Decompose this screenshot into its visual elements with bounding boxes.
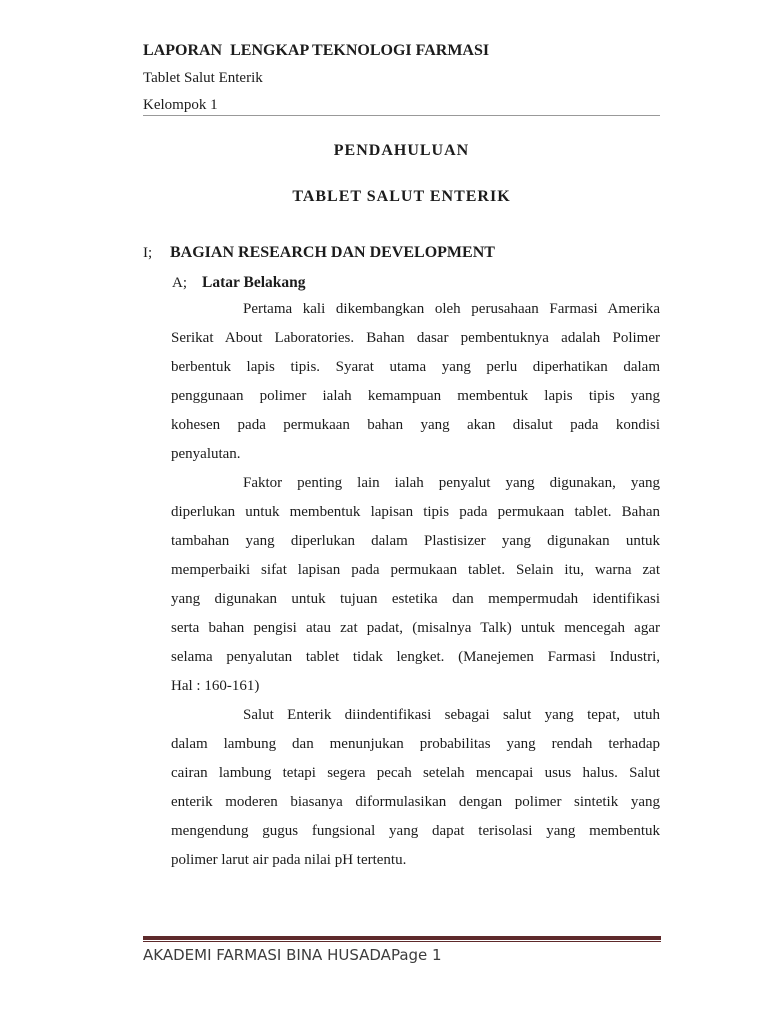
paragraph-line: Hal : 160-161) — [171, 678, 260, 694]
chapter-subheading: TABLET SALUT ENTERIK — [292, 188, 511, 205]
subsection-title: Latar Belakang — [202, 274, 306, 291]
paragraph-line: dalam lambung dan menunjukan probabilitas yang rendah terhadap — [171, 736, 660, 752]
footer-text — [143, 946, 661, 964]
footer-accent-bar — [143, 936, 661, 940]
footer-page-number: Page 1 — [390, 946, 442, 964]
document-title: LAPORAN LENGKAP TEKNOLOGI FARMASI — [143, 42, 490, 59]
paragraph-line: diperlukan untuk membentuk lapisan tipis pada permukaan tablet. Bahan — [171, 504, 660, 520]
document-header — [143, 42, 660, 116]
paragraph-line: Pertama kali dikembangkan oleh perusahaan Farmasi Amerika — [243, 301, 660, 317]
paragraph-line: serta bahan pengisi atau zat padat, (misalnya Talk) untuk mencegah agar — [171, 620, 660, 636]
paragraph-line: penggunaan polimer ialah kemampuan membentuk lapis tipis yang — [171, 388, 660, 404]
subsection-marker: A; — [172, 275, 187, 291]
paragraph-line: yang digunakan untuk tujuan estetika dan mempermudah identifikasi — [171, 591, 660, 607]
document-content — [143, 42, 660, 875]
paragraph-line: kohesen pada permukaan bahan yang akan disalut pada kondisi — [171, 417, 660, 433]
document-subtitle: Tablet Salut Enterik — [143, 70, 263, 86]
footer-institution: AKADEMI FARMASI BINA HUSADA — [143, 946, 391, 964]
paragraph-line: polimer larut air pada nilai pH tertentu. — [171, 852, 407, 868]
paragraph-line: enterik moderen biasanya diformulasikan dengan polimer sintetik yang — [171, 794, 660, 810]
section-marker: I; — [143, 245, 153, 261]
page-footer — [143, 936, 661, 964]
paragraph-line: penyalutan. — [171, 446, 241, 462]
paragraph-line: Salut Enterik diindentifikasi sebagai salut yang tepat, utuh — [243, 707, 660, 723]
paragraph-line: berbentuk lapis tipis. Syarat utama yang perlu diperhatikan dalam — [171, 359, 660, 375]
subsection-heading — [172, 273, 660, 293]
paragraph-line: cairan lambung tetapi segera pecah setelah mencapai usus halus. Salut — [171, 765, 660, 781]
paragraph-line: memperbaiki sifat lapisan pada permukaan tablet. Selain itu, warna zat — [171, 562, 660, 578]
section-title: BAGIAN RESEARCH DAN DEVELOPMENT — [170, 244, 495, 261]
document-group: Kelompok 1 — [143, 97, 218, 113]
paragraph-line: tambahan yang diperlukan dalam Plastisizer yang digunakan untuk — [171, 533, 660, 549]
footer-accent-line — [143, 941, 661, 942]
chapter-heading: PENDAHULUAN — [333, 142, 470, 159]
paragraph-line: Serikat About Laboratories. Bahan dasar pembentuknya adalah Polimer — [171, 330, 660, 346]
section-heading — [143, 243, 660, 263]
paragraph-line: mengendung gugus fungsional yang dapat terisolasi yang membentuk — [171, 823, 660, 839]
paragraph-line: selama penyalutan tablet tidak lengket. (Manejemen Farmasi Industri, — [171, 649, 660, 665]
paragraph-line: Faktor penting lain ialah penyalut yang digunakan, yang — [243, 475, 660, 491]
paragraphs — [171, 295, 660, 875]
